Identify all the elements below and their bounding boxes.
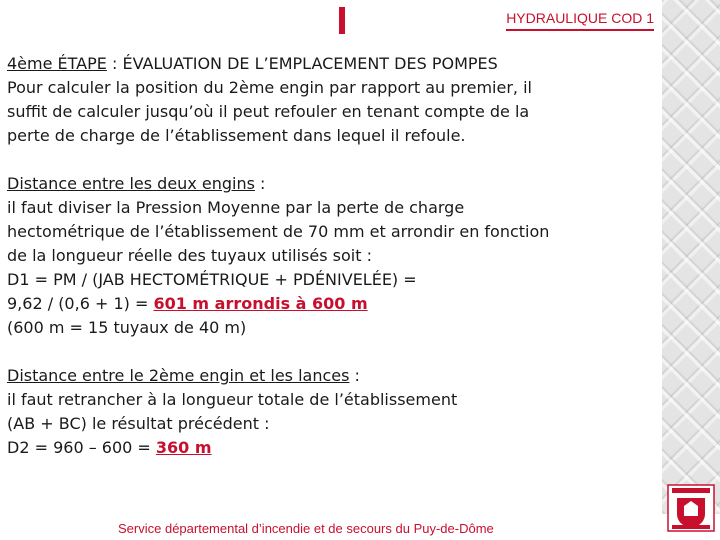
section1-line: de la longueur réelle des tuyaux utilisés soit :: [7, 246, 372, 265]
section1-line: D1 = PM / (JAB HECTOMÉTRIQUE + PDÉNIVELÉE) =: [7, 270, 417, 289]
intro-line: Pour calculer la position du 2ème engin par rapport au premier, il: [7, 78, 532, 97]
intro-line: suffit de calculer jusqu’où il peut refouler en tenant compte de la: [7, 102, 530, 121]
section1-line: il faut diviser la Pression Moyenne par la perte de charge: [7, 198, 465, 217]
section1-line: hectométrique de l’établissement de 70 mm et arrondir en fonction: [7, 222, 550, 241]
section2-line: (AB + BC) le résultat précédent :: [7, 414, 270, 433]
sdis-crest-icon: [667, 484, 715, 532]
section1-note: (600 m = 15 tuyaux de 40 m): [7, 318, 247, 337]
section2-result: 360 m: [155, 438, 212, 457]
footer: [0, 514, 720, 540]
intro-line: perte de charge de l’établissement dans lequel il refoule.: [7, 126, 466, 145]
section2-title: Distance entre le 2ème engin et les lances :: [7, 366, 360, 385]
section1-title: Distance entre les deux engins :: [7, 174, 266, 193]
section2-result-line: D2 = 960 – 600 = 360 m: [7, 438, 212, 457]
accent-bar: [339, 7, 345, 34]
section2-line: il faut retrancher à la longueur totale de l’établissement: [7, 390, 458, 409]
slide-content: [7, 52, 657, 460]
section1-result: 601 m arrondis à 600 m: [153, 294, 368, 313]
footer-text: Service départemental d’incendie et de secours du Puy-de-Dôme: [118, 521, 494, 536]
step-label: 4ème ÉTAPE: [7, 54, 107, 73]
step-heading: 4ème ÉTAPE : ÉVALUATION DE L’EMPLACEMENT DES POMPES: [7, 54, 498, 73]
step-title: ÉVALUATION DE L’EMPLACEMENT DES POMPES: [122, 54, 498, 73]
section1-result-line: 9,62 / (0,6 + 1) = 601 m arrondis à 600 m: [7, 294, 368, 313]
header-title: HYDRAULIQUE COD 1: [506, 10, 654, 31]
